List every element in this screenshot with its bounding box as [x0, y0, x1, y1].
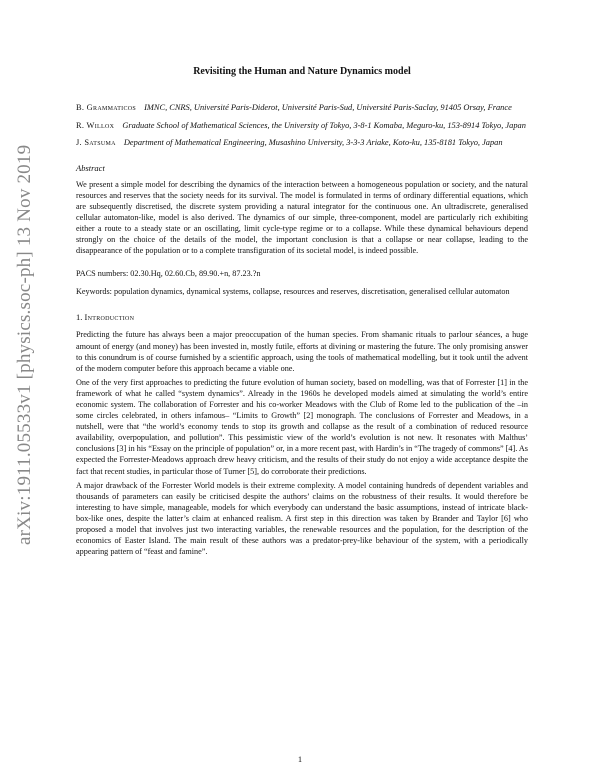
author-block	[76, 120, 528, 132]
section-title: Introduction	[84, 312, 135, 323]
paper-title: Revisiting the Human and Nature Dynamics model	[193, 66, 411, 77]
author-affiliation: Graduate School of Mathematical Sciences, the University of Tokyo, 3-8-1 Komaba, Meguro-ku, 153-8914 Tokyo, Japan	[122, 120, 526, 130]
page-number: 1	[297, 754, 303, 764]
intro-paragraph: A major drawback of the Forrester World models is their extreme complexity. A model containing hundreds of dependent variables and thousands of parameters can easily be criticised despite the authors’ claims on the robustness of their results. It would therefore be interesting to have simple, manageable, models for which everybody can understand the basic assumptions, instead of intricate black-box-like ones, despite the latter’s claim at enhanced realism. A first step in this direction was taken by Brander and Taylor [6] who proposed a model that involves just two interacting variables, the renewable resources and the population, for the description of the economics of Easter Island. The main result of these authors was a predator-prey-like behaviour of the system, with a periodically appearing pattern of “feast and famine”.	[76, 480, 528, 557]
section-heading	[76, 312, 528, 322]
author-block	[76, 137, 528, 149]
arxiv-identifier-stamp[interactable]: arXiv:1911.05533v1 [physics.soc-ph] 13 Nov 2019	[14, 144, 35, 545]
keywords: Keywords: population dynamics, dynamical systems, collapse, resources and reserves, discretisation, generalised cellular automaton	[76, 287, 510, 297]
intro-paragraph: One of the very first approaches to predicting the future evolution of human society, based on modelling, was that of Forrester [1] in the framework of what he called “system dynamics”. Already in the 1960s he developed models aimed at simulating the world’s entire economic system. The collaboration of Forrester and his co-worker Meadows with the Club of Rome led to the publication of the –in some circles celebrated, in others infamous– “Limits to Growth” [2] monograph. The conclusions of Forrester and Meadows, in a nutshell, were that “the world’s economy tends to stop its growth and collapse as the result of a combination of reduced resource availability, overpopulation, and pollution”. This pessimistic view of the world’s evolution is not new. It resonates with Malthus’ conclusions [3] in his “Essay on the principle of population” or, in a more recent past, with Hardin’s in “The tragedy of commons” [4]. As expected the Forrester-Meadows approach drew heavy criticism, and the results of their study do not enjoy a wide acceptance despite the fact that recent studies, in particular those of Turner [5], do corroborate their predictions.	[76, 377, 528, 476]
section-number: 1.	[76, 312, 83, 323]
author-affiliation: Department of Mathematical Engineering, Musashino University, 3-3-3 Ariake, Koto-ku, 135-8181 Tokyo, Japan	[123, 138, 503, 148]
author-block	[76, 102, 528, 114]
abstract-text: We present a simple model for describing the dynamics of the interaction between a homogeneous population or society, and the natural resources and reserves that the society needs for its survival. The model is formulated in terms of ordinary differential equations, which are subsequently discretised, the discrete system providing a natural integrator for the continuous one. An ultradiscrete, generalised cellular automaton-like, model is also derived. The dynamics of our simple, three-component, model are particularly rich exhibiting either a route to a steady state or an oscillating, limit cycle-type regime or to a collapse. While these dynamical behaviours depend strongly on the choice of the details of the model, the important conclusion is that a collapse or near collapse, leading to the disappearance of the population or to a complete transfiguration of its societal model, is indeed possible.	[76, 179, 528, 256]
intro-paragraph: Predicting the future has always been a major preoccupation of the human species. From shamanic rituals to parlour séances, a huge amount of energy (and money) has been invested in, mostly futile, efforts at divining or mastering the future. The only promising answer to this conundrum is of course furnished by a scientific approach, using the tools of mathematical modelling, but it took until the advent of the modern computer before this approach became a viable one.	[76, 330, 528, 373]
pacs-numbers: PACS numbers: 02.30.Hq, 02.60.Cb, 89.90.+n, 87.23.?n	[76, 269, 261, 279]
paper-content	[76, 62, 528, 557]
author-name: R. Willox	[76, 120, 115, 130]
author-name: B. Grammaticos	[76, 103, 137, 112]
abstract-heading: Abstract	[76, 162, 105, 173]
author-name: J. Satsuma	[76, 138, 116, 148]
author-affiliation: IMNC, CNRS, Université Paris-Diderot, Université Paris-Sud, Université Paris-Saclay, 91405 Orsay, France	[144, 103, 512, 112]
